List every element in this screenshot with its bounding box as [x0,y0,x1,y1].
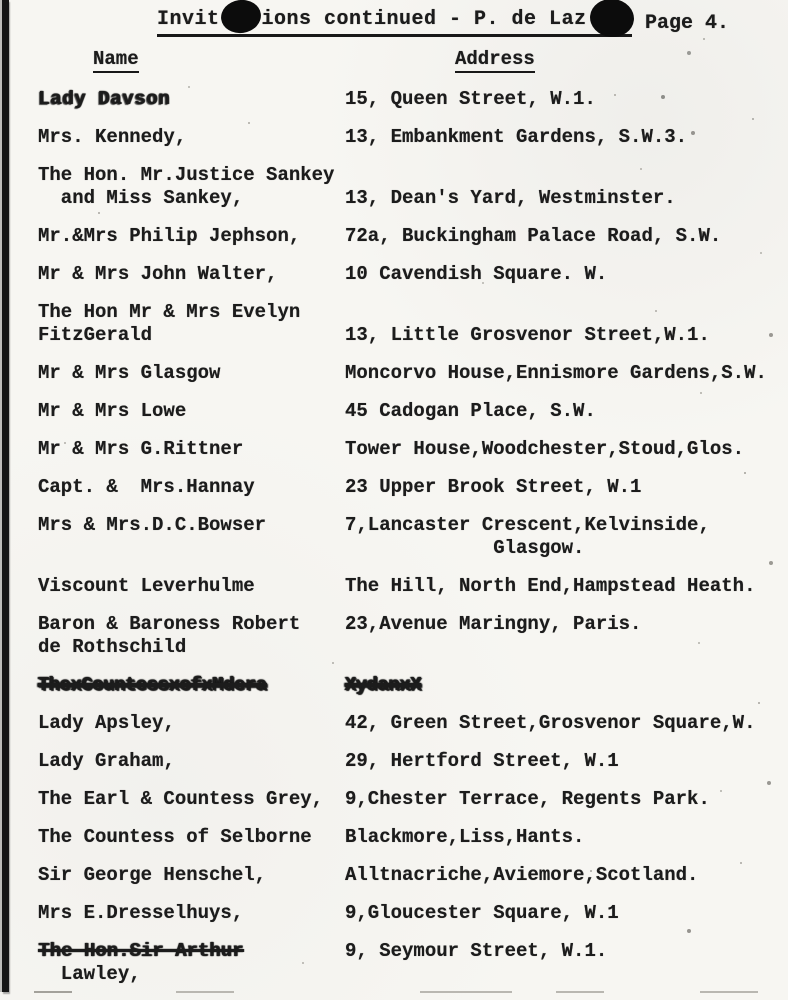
page-title [157,8,632,37]
name-cell [38,864,345,887]
ink-blot-icon [218,0,262,36]
scan-noise-speckles [0,0,2,2]
table-row [38,225,782,248]
address-cell [345,362,782,385]
address-cell [345,514,782,560]
table-row [38,750,782,773]
table-row [38,826,782,849]
table-row [38,126,782,149]
name-cell [38,263,345,286]
table-row [38,263,782,286]
address-line: 7,Lancaster Crescent,Kelvinside, [345,514,710,536]
address-cell [345,864,782,887]
name-line: The Hon.Sir Arthur [38,940,244,962]
name-cell [38,712,345,735]
name-line: The Hon Mr & Mrs Evelyn [38,301,301,323]
address-cell [345,88,782,111]
address-cell [345,225,782,248]
address-line: 15, Queen Street, W.1. [345,88,596,110]
table-row [38,575,782,598]
name-cell [38,400,345,423]
name-cell [38,674,345,697]
address-line: 9,Chester Terrace, Regents Park. [345,788,710,810]
table-row [38,400,782,423]
name-cell [38,301,345,347]
name-cell [38,788,345,811]
table-row [38,164,782,210]
name-line: Viscount Leverhulme [38,575,255,597]
address-line: 23 Upper Brook Street, W.1 [345,476,642,498]
table-row [38,940,782,986]
name-line: Mrs. Kennedy, [38,126,187,148]
invitation-list [38,88,782,1000]
address-cell [345,575,782,598]
address-line: 9,Gloucester Square, W.1 [345,902,619,924]
name-cell [38,514,345,537]
name-line: The Earl & Countess Grey, [38,788,324,810]
name-cell [38,476,345,499]
address-line: Tower House,Woodchester,Stoud,Glos. [345,438,745,460]
name-cell [38,902,345,925]
address-line: Alltnacriche,Aviemore,Scotland. [345,864,699,886]
name-line: The Countess of Selborne [38,826,312,848]
address-cell [345,126,782,149]
name-line: Mr & Mrs G.Rittner [38,438,244,460]
table-row [38,712,782,735]
name-cell [38,126,345,149]
table-row [38,674,782,697]
address-cell [345,940,782,963]
table-row [38,864,782,887]
name-line: Mr.&Mrs Philip Jephson, [38,225,301,247]
table-row [38,301,782,347]
table-row [38,788,782,811]
address-cell [345,613,782,636]
page-title-prefix: Invit [157,8,220,31]
ink-blot-icon [588,0,636,39]
address-cell [345,826,782,849]
name-line: Mrs E.Dresselhuys, [38,902,244,924]
column-header-name: Name [93,48,139,73]
address-line: The Hill, North End,Hampstead Heath. [345,575,756,597]
page-header [157,8,632,37]
address-cell [345,438,782,461]
name-line: de Rothschild [38,636,187,658]
name-line: Lawley, [38,963,141,985]
name-line: Mr & Mrs John Walter, [38,263,278,285]
address-cell [345,674,782,697]
address-line: 42, Green Street,Grosvenor Square,W. [345,712,756,734]
address-line: Blackmore,Liss,Hants. [345,826,585,848]
name-cell [38,940,345,986]
address-line: 29, Hertford Street, W.1 [345,750,619,772]
table-row [38,438,782,461]
name-line: and Miss Sankey, [38,187,244,209]
name-line: Baron & Baroness Robert [38,613,301,635]
address-cell [345,476,782,499]
name-cell [38,362,345,385]
name-line: Mr & Mrs Glasgow [38,362,221,384]
address-line: 13, Dean's Yard, Westminster. [345,187,676,209]
name-line: Lady Graham, [38,750,175,772]
table-row [38,362,782,385]
address-cell [345,187,782,210]
name-line: Mrs & Mrs.D.C.Bowser [38,514,267,536]
address-line: XydanxX [345,674,422,696]
bottom-scan-marks [0,991,788,995]
table-row [38,613,782,659]
table-row [38,514,782,560]
address-cell [345,788,782,811]
name-line: Mr & Mrs Lowe [38,400,187,422]
column-header-address: Address [455,48,535,73]
address-line: 13, Little Grosvenor Street,W.1. [345,324,710,346]
name-line: FitzGerald [38,324,153,346]
table-row [38,902,782,925]
name-cell [38,826,345,849]
address-cell [345,902,782,925]
address-line: 45 Cadogan Place, S.W. [345,400,596,422]
page-number: Page 4. [645,12,730,35]
table-row [38,476,782,499]
name-cell [38,88,345,111]
address-line: Moncorvo House,Ennismore Gardens,S.W. [345,362,767,384]
name-line: Lady Davson [38,88,171,110]
page-title-suffix: ions continued - P. de Laz [261,8,587,31]
scan-edge-border [2,0,9,992]
address-cell [345,324,782,347]
table-row [38,88,782,111]
address-cell [345,750,782,773]
name-line: Lady Apsley, [38,712,175,734]
name-cell [38,613,345,659]
name-cell [38,164,345,210]
address-cell [345,400,782,423]
address-line: 9, Seymour Street, W.1. [345,940,608,962]
name-cell [38,225,345,248]
address-cell [345,263,782,286]
address-cell [345,712,782,735]
name-cell [38,438,345,461]
name-line: Capt. & Mrs.Hannay [38,476,255,498]
name-cell [38,575,345,598]
name-line: ThexCountessxofxMdera [38,674,267,696]
name-line: The Hon. Mr.Justice Sankey [38,164,335,186]
name-line: Sir George Henschel, [38,864,267,886]
address-line: 23,Avenue Maringny, Paris. [345,613,642,635]
address-line: 10 Cavendish Square. W. [345,263,608,285]
name-cell [38,750,345,773]
address-line: Glasgow. [345,537,585,559]
address-line: 72a, Buckingham Palace Road, S.W. [345,225,722,247]
address-line: 13, Embankment Gardens, S.W.3. [345,126,688,148]
